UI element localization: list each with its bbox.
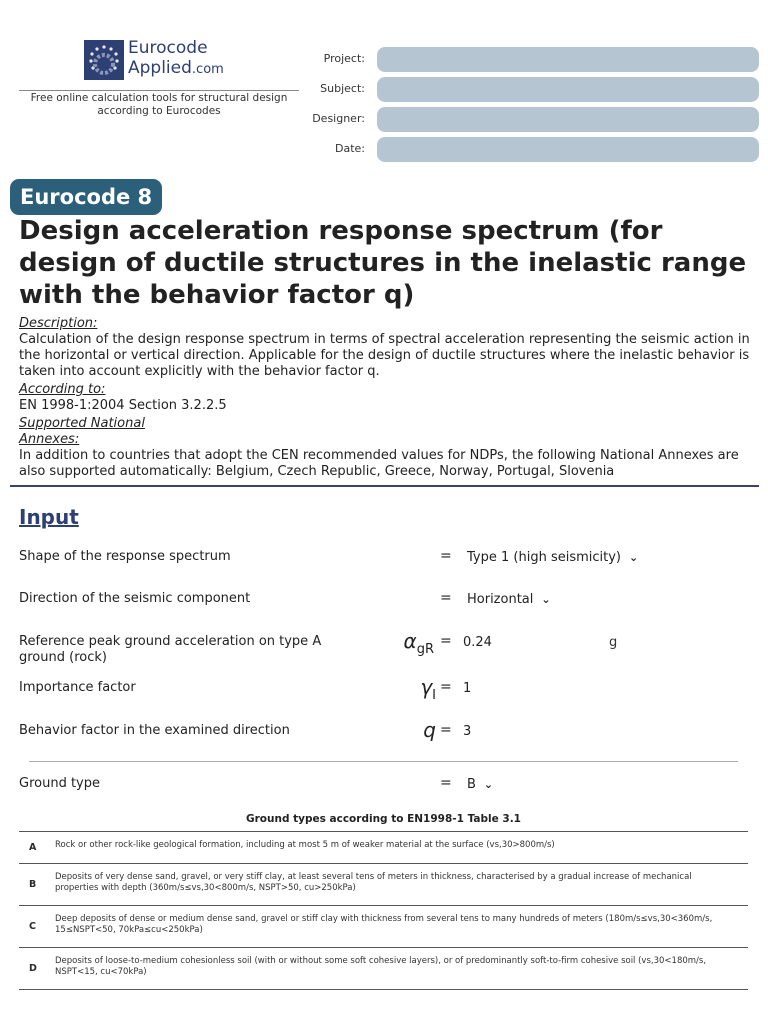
table-row (19, 906, 748, 948)
importance-equals: = (440, 679, 452, 695)
logo-line2: Applied (128, 58, 192, 78)
importance-symbol-main: γ (420, 675, 433, 699)
description-text: Calculation of the design response spectrum in terms of spectral acceleration representing the seismic action in the horizontal or vertical direction. Applicable for the design of ductile structures where the inelastic behavior is taken into account explicitly with the behavior factor q. (19, 332, 750, 379)
shape-value: Type 1 (high seismicity) (467, 550, 621, 565)
agr-equals: = (440, 633, 452, 649)
agr-unit: g (609, 635, 618, 650)
ground-code: B (29, 879, 37, 890)
designer-field[interactable] (377, 107, 759, 132)
annexes-heading-line2: Annexes: (19, 432, 80, 447)
description-heading: Description: (19, 316, 98, 331)
importance-symbol-sub: I (432, 688, 436, 703)
input-heading: Input (19, 505, 79, 529)
behavior-equals: = (440, 722, 452, 738)
table-row (19, 832, 748, 864)
logo-divider (19, 90, 299, 91)
table-row (19, 948, 748, 990)
ground-type-label: Ground type (19, 776, 100, 791)
ground-code: A (29, 842, 37, 853)
agr-symbol (374, 629, 434, 657)
subject-field[interactable] (377, 77, 759, 102)
ground-desc: Deep deposits of dense or medium dense sand, gravel or stiff clay with thickness from several tens to many hundreds of meters (180m/s≤vs,30<360m/s, 15≤NSPT<50, 70kPa≤cu<250kPa) (55, 914, 713, 935)
ground-desc: Deposits of very dense sand, gravel, or very stiff clay, at least several tens of meters in thickness, characterised by a gradual increase of mechanical properties with depth (360m/s≤vs,30<800m/s, NSPT>50, cu>250kPa) (55, 872, 692, 893)
importance-label: Importance factor (19, 680, 136, 695)
ground-desc: Rock or other rock-like geological formation, including at most 5 m of weaker material at the surface (vs,30>800m/s) (55, 840, 555, 850)
direction-value: Horizontal (467, 592, 534, 607)
behavior-label: Behavior factor in the examined direction (19, 723, 290, 738)
behavior-symbol: q (423, 718, 436, 742)
date-row (300, 137, 760, 162)
designer-row (300, 107, 760, 132)
ground-type-value: B (467, 777, 476, 792)
eurocode-badge: Eurocode 8 (10, 179, 162, 215)
direction-equals: = (440, 590, 452, 606)
shape-select[interactable] (467, 550, 638, 565)
ground-type-equals: = (440, 775, 452, 791)
chevron-down-icon: ⌄ (541, 593, 551, 606)
date-field[interactable] (377, 137, 759, 162)
ground-table-caption: Ground types according to EN1998-1 Table 3.1 (245, 813, 521, 825)
ground-code: D (29, 963, 37, 974)
chevron-down-icon: ⌄ (629, 551, 639, 564)
date-label: Date: (335, 142, 365, 155)
ground-type-select[interactable] (467, 777, 493, 792)
according-block (19, 382, 759, 414)
annexes-block (19, 416, 759, 480)
direction-label: Direction of the seismic component (19, 591, 251, 606)
logo-wordmark (128, 38, 224, 80)
description-block (19, 316, 759, 380)
agr-symbol-sub: gR (416, 642, 434, 657)
ground-code: C (29, 921, 36, 932)
according-text: EN 1998-1:2004 Section 3.2.2.5 (19, 398, 227, 413)
ground-table (19, 831, 748, 990)
subject-row (300, 77, 760, 102)
agr-label: Reference peak ground acceleration on type A ground (rock) (19, 634, 322, 665)
behavior-input[interactable]: 3 (463, 724, 472, 739)
logo[interactable] (84, 40, 284, 82)
annexes-text: In addition to countries that adopt the CEN recommended values for NDPs, the following National Annexes are also supported automatically: Belgium, Czech Republic, Greece, Norway, Portugal, Slovenia (19, 448, 739, 479)
project-field[interactable] (377, 47, 759, 72)
input-divider (29, 761, 738, 762)
direction-select[interactable] (467, 592, 551, 607)
shape-equals: = (440, 548, 452, 564)
agr-input[interactable]: 0.24 (463, 635, 492, 650)
logo-gear-icon (84, 40, 124, 80)
annexes-heading-line1: Supported National (19, 416, 145, 431)
importance-symbol (376, 675, 436, 703)
tagline: Free online calculation tools for structural design according to Eurocodes (30, 92, 288, 117)
page-title: Design acceleration response spectrum (for design of ductile structures in the inelastic range with the behavior factor q) (19, 216, 747, 310)
subject-label: Subject: (320, 82, 365, 95)
importance-input[interactable]: 1 (463, 681, 472, 696)
according-heading: According to: (19, 382, 106, 397)
section-divider (10, 485, 759, 487)
project-row (300, 47, 760, 72)
logo-line1: Eurocode (128, 38, 208, 58)
project-label: Project: (323, 52, 365, 65)
agr-symbol-main: α (403, 629, 417, 653)
logo-suffix: .com (191, 62, 224, 77)
chevron-down-icon: ⌄ (483, 778, 494, 791)
table-row (19, 864, 748, 906)
ground-desc: Deposits of loose-to-medium cohesionless soil (with or without some soft cohesive layers), or of predominantly soft-to-firm cohesive soil (vs,30<180m/s, NSPT<15, cu<70kPa) (55, 956, 707, 977)
designer-label: Designer: (312, 112, 365, 125)
shape-label: Shape of the response spectrum (19, 549, 231, 564)
